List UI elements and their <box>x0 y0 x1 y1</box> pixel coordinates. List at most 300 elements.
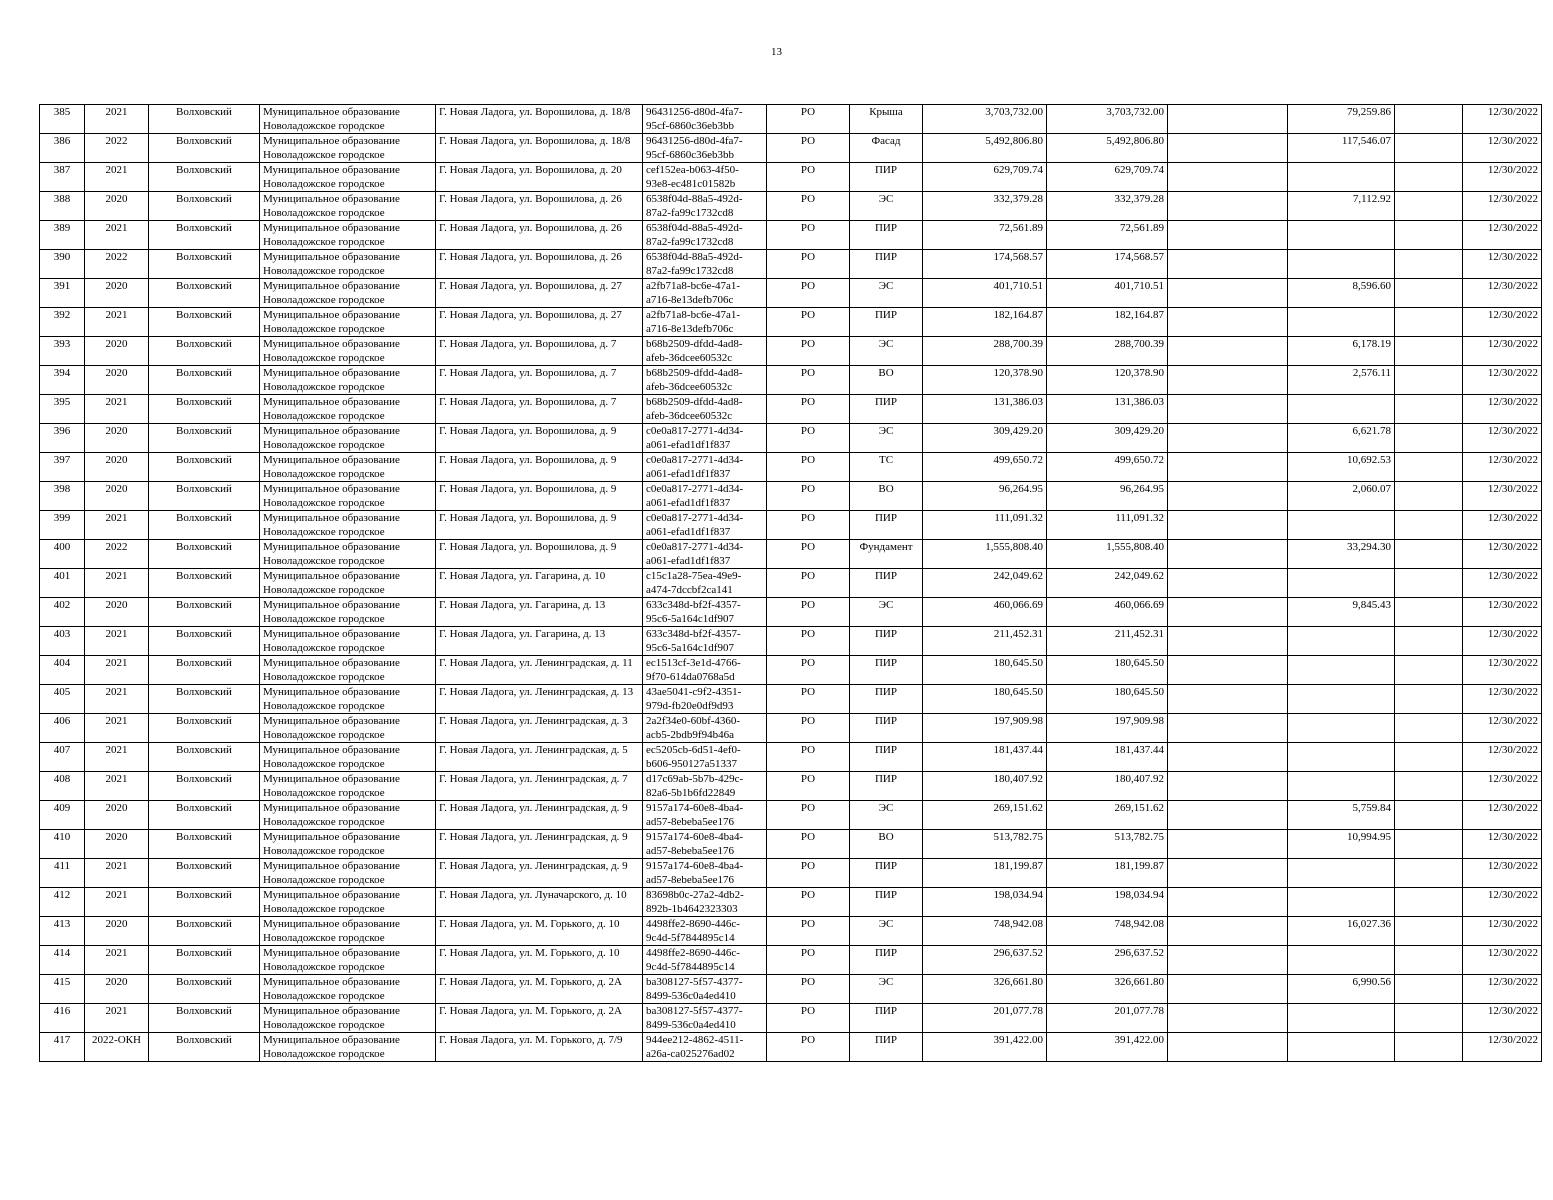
fund-amount-cell: 629,709.74 <box>1047 163 1168 192</box>
address-cell: Г. Новая Ладога, ул. М. Горького, д. 2А <box>436 975 643 1004</box>
house-guid-cell <box>643 134 767 163</box>
funding-source-cell: РО <box>767 714 850 743</box>
row-number-cell: 407 <box>40 743 85 772</box>
fee-cell <box>1288 859 1395 888</box>
municipality-line-2: Новоладожское городское <box>263 322 385 335</box>
table-row <box>40 743 1542 772</box>
guid-line-1: 4498ffe2-8690-446c- <box>646 918 740 930</box>
fee-cell <box>1288 714 1395 743</box>
empty-cell <box>1168 656 1288 685</box>
row-number-cell: 413 <box>40 917 85 946</box>
house-guid-cell <box>643 395 767 424</box>
guid-line-1: 944ee212-4862-4511- <box>646 1034 744 1046</box>
cost-cell: 198,034.94 <box>923 888 1047 917</box>
district-cell: Волховский <box>149 859 260 888</box>
row-number-cell: 414 <box>40 946 85 975</box>
cost-cell: 332,379.28 <box>923 192 1047 221</box>
guid-line-1: 96431256-d80d-4fa7- <box>646 106 743 118</box>
empty-cell <box>1168 830 1288 859</box>
cost-cell: 201,077.78 <box>923 1004 1047 1033</box>
fund-amount-cell: 111,091.32 <box>1047 511 1168 540</box>
row-number-cell: 415 <box>40 975 85 1004</box>
date-cell: 12/30/2022 <box>1463 308 1542 337</box>
funding-source-cell: РО <box>767 540 850 569</box>
work-type-cell: ПИР <box>850 743 923 772</box>
address-cell: Г. Новая Ладога, ул. Ленинградская, д. 9 <box>436 859 643 888</box>
work-type-cell: ЭС <box>850 801 923 830</box>
work-type-cell: Фундамент <box>850 540 923 569</box>
empty-cell <box>1168 105 1288 134</box>
funding-source-cell: РО <box>767 453 850 482</box>
guid-line-1: b68b2509-dfdd-4ad8- <box>646 396 743 408</box>
row-number-cell: 391 <box>40 279 85 308</box>
date-cell: 12/30/2022 <box>1463 975 1542 1004</box>
table-row <box>40 714 1542 743</box>
empty-cell <box>1168 1004 1288 1033</box>
date-cell: 12/30/2022 <box>1463 105 1542 134</box>
address-cell: Г. Новая Ладога, ул. Ворошилова, д. 7 <box>436 395 643 424</box>
work-type-cell: ПИР <box>850 163 923 192</box>
municipality-line-2: Новоладожское городское <box>263 119 385 132</box>
guid-line-2: 892b-1b4642323303 <box>646 902 738 915</box>
year-cell: 2021 <box>85 888 149 917</box>
municipality-line-1: Муниципальное образование <box>263 831 400 843</box>
cost-cell: 748,942.08 <box>923 917 1047 946</box>
empty-cell <box>1395 743 1463 772</box>
table-row <box>40 598 1542 627</box>
municipality-line-1: Муниципальное образование <box>263 860 400 872</box>
fee-cell <box>1288 163 1395 192</box>
work-type-cell: ПИР <box>850 685 923 714</box>
empty-cell <box>1395 569 1463 598</box>
guid-line-1: c0e0a817-2771-4d34- <box>646 454 744 466</box>
house-guid-cell <box>643 366 767 395</box>
empty-cell <box>1168 395 1288 424</box>
row-number-cell: 385 <box>40 105 85 134</box>
work-type-cell: ЭС <box>850 917 923 946</box>
table-row <box>40 975 1542 1004</box>
district-cell: Волховский <box>149 453 260 482</box>
guid-line-2: 8499-536c0a4ed410 <box>646 989 736 1002</box>
empty-cell <box>1395 192 1463 221</box>
municipality-line-1: Муниципальное образование <box>263 251 400 263</box>
funding-source-cell: РО <box>767 424 850 453</box>
guid-line-1: 9157a174-60e8-4ba4- <box>646 831 744 843</box>
guid-line-1: a2fb71a8-bc6e-47a1- <box>646 309 741 321</box>
guid-line-1: c15c1a28-75ea-49e9- <box>646 570 742 582</box>
row-number-cell: 386 <box>40 134 85 163</box>
address-cell: Г. Новая Ладога, ул. М. Горького, д. 10 <box>436 946 643 975</box>
table-row <box>40 482 1542 511</box>
fee-cell: 6,621.78 <box>1288 424 1395 453</box>
fee-cell <box>1288 946 1395 975</box>
house-guid-cell <box>643 975 767 1004</box>
table-row <box>40 250 1542 279</box>
year-cell: 2020 <box>85 279 149 308</box>
funding-source-cell: РО <box>767 1004 850 1033</box>
municipality-line-2: Новоладожское городское <box>263 438 385 451</box>
table-row <box>40 134 1542 163</box>
house-guid-cell <box>643 859 767 888</box>
municipality-line-2: Новоладожское городское <box>263 815 385 828</box>
fee-cell: 5,759.84 <box>1288 801 1395 830</box>
address-cell: Г. Новая Ладога, ул. Ворошилова, д. 9 <box>436 482 643 511</box>
empty-cell <box>1168 975 1288 1004</box>
guid-line-2: 95cf-6860c36eb3bb <box>646 119 734 132</box>
date-cell: 12/30/2022 <box>1463 917 1542 946</box>
empty-cell <box>1168 859 1288 888</box>
empty-cell <box>1395 163 1463 192</box>
row-number-cell: 393 <box>40 337 85 366</box>
empty-cell <box>1395 482 1463 511</box>
table-row <box>40 221 1542 250</box>
cost-cell: 3,703,732.00 <box>923 105 1047 134</box>
guid-line-2: afeb-36dcee60532c <box>646 409 733 422</box>
fund-amount-cell: 296,637.52 <box>1047 946 1168 975</box>
work-type-cell: ПИР <box>850 221 923 250</box>
municipality-cell <box>260 366 436 395</box>
district-cell: Волховский <box>149 134 260 163</box>
row-number-cell: 394 <box>40 366 85 395</box>
funding-source-cell: РО <box>767 337 850 366</box>
municipality-line-1: Муниципальное образование <box>263 541 400 553</box>
district-cell: Волховский <box>149 163 260 192</box>
municipality-line-1: Муниципальное образование <box>263 106 400 118</box>
guid-line-1: a2fb71a8-bc6e-47a1- <box>646 280 741 292</box>
fee-cell <box>1288 685 1395 714</box>
year-cell: 2021 <box>85 946 149 975</box>
fund-amount-cell: 460,066.69 <box>1047 598 1168 627</box>
date-cell: 12/30/2022 <box>1463 424 1542 453</box>
municipality-line-2: Новоладожское городское <box>263 409 385 422</box>
fee-cell <box>1288 250 1395 279</box>
house-guid-cell <box>643 685 767 714</box>
municipality-line-1: Муниципальное образование <box>263 802 400 814</box>
funding-source-cell: РО <box>767 192 850 221</box>
municipality-line-2: Новоладожское городское <box>263 902 385 915</box>
date-cell: 12/30/2022 <box>1463 830 1542 859</box>
municipality-line-1: Муниципальное образование <box>263 135 400 147</box>
municipality-line-2: Новоладожское городское <box>263 989 385 1002</box>
work-type-cell: ПИР <box>850 772 923 801</box>
table-row <box>40 424 1542 453</box>
row-number-cell: 403 <box>40 627 85 656</box>
row-number-cell: 416 <box>40 1004 85 1033</box>
municipality-cell <box>260 424 436 453</box>
municipality-line-1: Муниципальное образование <box>263 570 400 582</box>
fee-cell: 6,990.56 <box>1288 975 1395 1004</box>
municipality-cell <box>260 627 436 656</box>
district-cell: Волховский <box>149 1033 260 1062</box>
fund-amount-cell: 180,645.50 <box>1047 685 1168 714</box>
municipality-line-2: Новоладожское городское <box>263 699 385 712</box>
table-row <box>40 337 1542 366</box>
municipality-line-1: Муниципальное образование <box>263 773 400 785</box>
fee-cell: 6,178.19 <box>1288 337 1395 366</box>
year-cell: 2021 <box>85 1004 149 1033</box>
empty-cell <box>1395 714 1463 743</box>
fee-cell: 2,576.11 <box>1288 366 1395 395</box>
empty-cell <box>1168 453 1288 482</box>
municipality-line-2: Новоладожское городское <box>263 1047 385 1060</box>
house-guid-cell <box>643 279 767 308</box>
row-number-cell: 397 <box>40 453 85 482</box>
year-cell: 2021 <box>85 859 149 888</box>
date-cell: 12/30/2022 <box>1463 598 1542 627</box>
guid-line-2: afeb-36dcee60532c <box>646 351 733 364</box>
fee-cell: 79,259.86 <box>1288 105 1395 134</box>
empty-cell <box>1168 511 1288 540</box>
address-cell: Г. Новая Ладога, ул. Ворошилова, д. 26 <box>436 250 643 279</box>
house-guid-cell <box>643 540 767 569</box>
district-cell: Волховский <box>149 511 260 540</box>
house-guid-cell <box>643 250 767 279</box>
empty-cell <box>1395 975 1463 1004</box>
address-cell: Г. Новая Ладога, ул. Ворошилова, д. 27 <box>436 308 643 337</box>
table-row <box>40 308 1542 337</box>
guid-line-2: 95c6-5a164c1df907 <box>646 612 734 625</box>
fund-amount-cell: 72,561.89 <box>1047 221 1168 250</box>
district-cell: Волховский <box>149 221 260 250</box>
address-cell: Г. Новая Ладога, ул. Ленинградская, д. 3 <box>436 714 643 743</box>
fund-amount-cell: 513,782.75 <box>1047 830 1168 859</box>
municipality-line-1: Муниципальное образование <box>263 628 400 640</box>
guid-line-1: 6538f04d-88a5-492d- <box>646 193 743 205</box>
empty-cell <box>1168 540 1288 569</box>
funding-source-cell: РО <box>767 917 850 946</box>
municipality-line-1: Муниципальное образование <box>263 222 400 234</box>
year-cell: 2021 <box>85 714 149 743</box>
work-type-cell: ПИР <box>850 1004 923 1033</box>
funding-source-cell: РО <box>767 395 850 424</box>
table-row <box>40 453 1542 482</box>
house-guid-cell <box>643 511 767 540</box>
work-type-cell: Крыша <box>850 105 923 134</box>
work-type-cell: ПИР <box>850 714 923 743</box>
date-cell: 12/30/2022 <box>1463 279 1542 308</box>
table-row <box>40 511 1542 540</box>
municipality-line-1: Муниципальное образование <box>263 512 400 524</box>
empty-cell <box>1168 946 1288 975</box>
empty-cell <box>1168 163 1288 192</box>
guid-line-2: a474-7dccbf2ca141 <box>646 583 733 596</box>
guid-line-2: a716-8e13defb706c <box>646 293 734 306</box>
year-cell: 2021 <box>85 772 149 801</box>
empty-cell <box>1168 250 1288 279</box>
address-cell: Г. Новая Ладога, ул. Ворошилова, д. 9 <box>436 453 643 482</box>
municipality-line-1: Муниципальное образование <box>263 425 400 437</box>
municipality-line-1: Муниципальное образование <box>263 396 400 408</box>
municipality-line-1: Муниципальное образование <box>263 889 400 901</box>
municipality-line-2: Новоладожское городское <box>263 293 385 306</box>
municipality-cell <box>260 134 436 163</box>
year-cell: 2020 <box>85 830 149 859</box>
work-type-cell: ТС <box>850 453 923 482</box>
fee-cell: 33,294.30 <box>1288 540 1395 569</box>
guid-line-1: ba308127-5f57-4377- <box>646 1005 743 1017</box>
empty-cell <box>1395 859 1463 888</box>
address-cell: Г. Новая Ладога, ул. Ворошилова, д. 26 <box>436 192 643 221</box>
municipality-cell <box>260 163 436 192</box>
municipality-line-2: Новоладожское городское <box>263 148 385 161</box>
work-type-cell: ПИР <box>850 250 923 279</box>
table-row <box>40 685 1542 714</box>
municipality-line-1: Муниципальное образование <box>263 164 400 176</box>
municipality-line-2: Новоладожское городское <box>263 641 385 654</box>
row-number-cell: 389 <box>40 221 85 250</box>
house-guid-cell <box>643 424 767 453</box>
district-cell: Волховский <box>149 714 260 743</box>
municipality-line-1: Муниципальное образование <box>263 338 400 350</box>
guid-line-2: 8499-536c0a4ed410 <box>646 1018 736 1031</box>
district-cell: Волховский <box>149 598 260 627</box>
municipality-line-2: Новоладожское городское <box>263 1018 385 1031</box>
empty-cell <box>1168 598 1288 627</box>
fee-cell <box>1288 221 1395 250</box>
guid-line-1: 633c348d-bf2f-4357- <box>646 599 741 611</box>
address-cell: Г. Новая Ладога, ул. Ворошилова, д. 9 <box>436 511 643 540</box>
row-number-cell: 404 <box>40 656 85 685</box>
fund-amount-cell: 391,422.00 <box>1047 1033 1168 1062</box>
guid-line-1: ec5205cb-6d51-4ef0- <box>646 744 741 756</box>
municipality-cell <box>260 656 436 685</box>
date-cell: 12/30/2022 <box>1463 337 1542 366</box>
work-type-cell: ПИР <box>850 1033 923 1062</box>
district-cell: Волховский <box>149 569 260 598</box>
municipality-cell <box>260 250 436 279</box>
municipality-cell <box>260 685 436 714</box>
fund-amount-cell: 499,650.72 <box>1047 453 1168 482</box>
funding-source-cell: РО <box>767 830 850 859</box>
fee-cell <box>1288 656 1395 685</box>
municipality-line-1: Муниципальное образование <box>263 657 400 669</box>
year-cell: 2022 <box>85 250 149 279</box>
empty-cell <box>1168 627 1288 656</box>
guid-line-1: c0e0a817-2771-4d34- <box>646 541 744 553</box>
fee-cell <box>1288 772 1395 801</box>
fee-cell <box>1288 743 1395 772</box>
address-cell: Г. Новая Ладога, ул. М. Горького, д. 7/9 <box>436 1033 643 1062</box>
table-row <box>40 540 1542 569</box>
date-cell: 12/30/2022 <box>1463 801 1542 830</box>
municipality-line-1: Муниципальное образование <box>263 715 400 727</box>
table-row <box>40 772 1542 801</box>
fee-cell <box>1288 627 1395 656</box>
funding-source-cell: РО <box>767 627 850 656</box>
guid-line-1: c0e0a817-2771-4d34- <box>646 425 744 437</box>
municipality-line-1: Муниципальное образование <box>263 454 400 466</box>
municipality-line-2: Новоладожское городское <box>263 728 385 741</box>
empty-cell <box>1168 134 1288 163</box>
table-row <box>40 1033 1542 1062</box>
guid-line-1: ba308127-5f57-4377- <box>646 976 743 988</box>
municipality-cell <box>260 859 436 888</box>
municipality-line-2: Новоладожское городское <box>263 757 385 770</box>
district-cell: Волховский <box>149 366 260 395</box>
guid-line-2: ad57-8ebeba5ee176 <box>646 815 734 828</box>
empty-cell <box>1395 917 1463 946</box>
empty-cell <box>1168 279 1288 308</box>
fund-amount-cell: 211,452.31 <box>1047 627 1168 656</box>
date-cell: 12/30/2022 <box>1463 134 1542 163</box>
cost-cell: 174,568.57 <box>923 250 1047 279</box>
guid-line-2: 9f70-614da0768a5d <box>646 670 735 683</box>
guid-line-1: b68b2509-dfdd-4ad8- <box>646 338 743 350</box>
work-type-cell: ПИР <box>850 888 923 917</box>
guid-line-2: 82a6-5b1b6fd22849 <box>646 786 736 799</box>
row-number-cell: 388 <box>40 192 85 221</box>
municipality-line-2: Новоладожское городское <box>263 351 385 364</box>
year-cell: 2021 <box>85 511 149 540</box>
date-cell: 12/30/2022 <box>1463 482 1542 511</box>
fund-amount-cell: 181,199.87 <box>1047 859 1168 888</box>
district-cell: Волховский <box>149 424 260 453</box>
guid-line-2: a061-efad1df1f837 <box>646 554 731 567</box>
year-cell: 2021 <box>85 743 149 772</box>
row-number-cell: 409 <box>40 801 85 830</box>
municipality-line-1: Муниципальное образование <box>263 193 400 205</box>
district-cell: Волховский <box>149 801 260 830</box>
municipality-line-1: Муниципальное образование <box>263 367 400 379</box>
date-cell: 12/30/2022 <box>1463 772 1542 801</box>
year-cell: 2022 <box>85 540 149 569</box>
municipality-cell <box>260 888 436 917</box>
date-cell: 12/30/2022 <box>1463 627 1542 656</box>
fund-amount-cell: 201,077.78 <box>1047 1004 1168 1033</box>
house-guid-cell <box>643 830 767 859</box>
row-number-cell: 398 <box>40 482 85 511</box>
work-type-cell: ПИР <box>850 569 923 598</box>
date-cell: 12/30/2022 <box>1463 946 1542 975</box>
date-cell: 12/30/2022 <box>1463 859 1542 888</box>
cost-cell: 180,407.92 <box>923 772 1047 801</box>
guid-line-1: 9157a174-60e8-4ba4- <box>646 860 744 872</box>
row-number-cell: 410 <box>40 830 85 859</box>
funding-source-cell: РО <box>767 163 850 192</box>
empty-cell <box>1168 685 1288 714</box>
table-row <box>40 830 1542 859</box>
municipality-cell <box>260 395 436 424</box>
guid-line-1: 633c348d-bf2f-4357- <box>646 628 741 640</box>
guid-line-1: 9157a174-60e8-4ba4- <box>646 802 744 814</box>
empty-cell <box>1168 801 1288 830</box>
date-cell: 12/30/2022 <box>1463 1004 1542 1033</box>
work-type-cell: Фасад <box>850 134 923 163</box>
guid-line-2: 95c6-5a164c1df907 <box>646 641 734 654</box>
municipality-line-2: Новоладожское городское <box>263 206 385 219</box>
district-cell: Волховский <box>149 192 260 221</box>
work-type-cell: ВО <box>850 830 923 859</box>
cost-cell: 111,091.32 <box>923 511 1047 540</box>
house-guid-cell <box>643 888 767 917</box>
district-cell: Волховский <box>149 627 260 656</box>
cost-cell: 96,264.95 <box>923 482 1047 511</box>
row-number-cell: 402 <box>40 598 85 627</box>
municipality-line-1: Муниципальное образование <box>263 976 400 988</box>
empty-cell <box>1168 308 1288 337</box>
table-row <box>40 395 1542 424</box>
date-cell: 12/30/2022 <box>1463 511 1542 540</box>
empty-cell <box>1395 134 1463 163</box>
date-cell: 12/30/2022 <box>1463 540 1542 569</box>
year-cell: 2021 <box>85 656 149 685</box>
municipality-line-2: Новоладожское городское <box>263 235 385 248</box>
municipality-line-2: Новоладожское городское <box>263 786 385 799</box>
district-cell: Волховский <box>149 308 260 337</box>
municipality-line-2: Новоладожское городское <box>263 583 385 596</box>
house-guid-cell <box>643 453 767 482</box>
year-cell: 2021 <box>85 308 149 337</box>
